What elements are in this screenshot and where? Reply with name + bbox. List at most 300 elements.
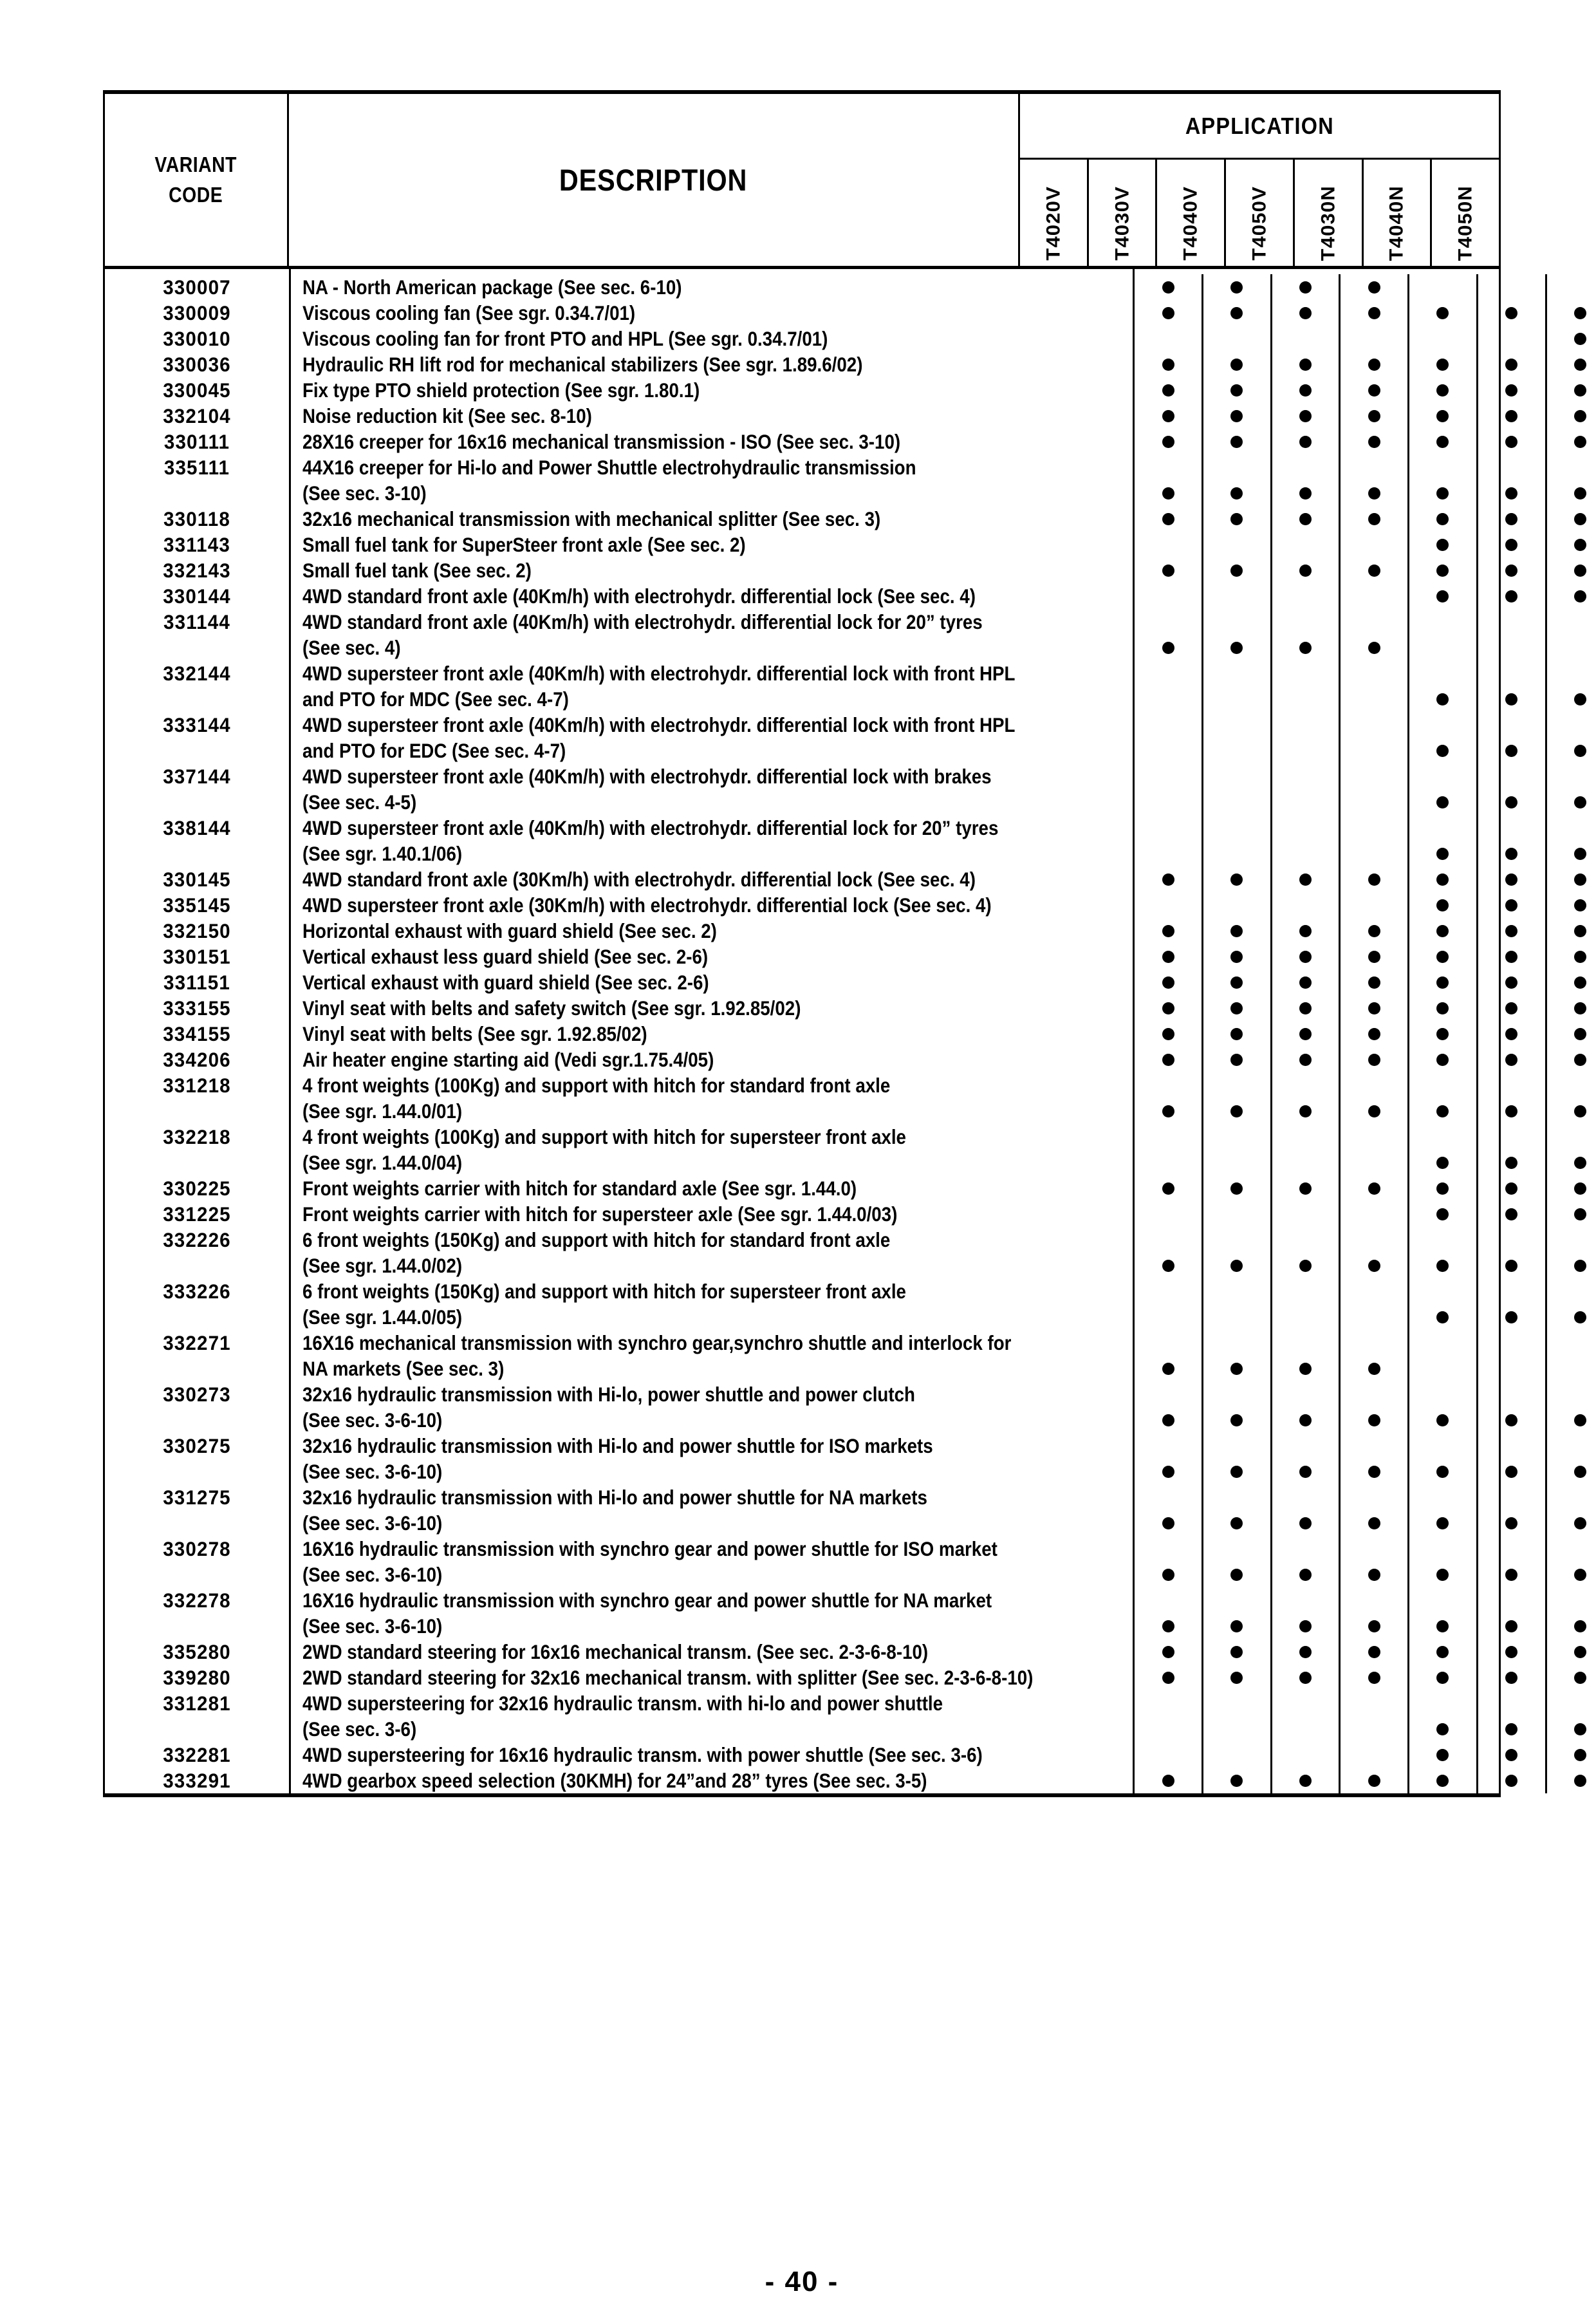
application-cell [1341, 1536, 1407, 1562]
availability-dot-icon [1574, 1311, 1586, 1323]
application-cell [1547, 1072, 1596, 1098]
availability-dot-icon [1436, 1620, 1449, 1632]
availability-dot-icon [1299, 1569, 1312, 1581]
application-cell [1272, 1278, 1339, 1304]
availability-dot-icon [1368, 565, 1380, 577]
description-line [302, 480, 1133, 506]
variant-code: 333226 [163, 1280, 231, 1303]
application-cell [1203, 789, 1270, 815]
application-cell [1409, 1562, 1476, 1587]
availability-dot-icon [1505, 1414, 1517, 1426]
application-cell [1341, 326, 1407, 351]
application-cell [1135, 1562, 1202, 1587]
availability-dot-icon [1299, 281, 1312, 294]
application-cell [1341, 1433, 1407, 1459]
variant-code-spacer [111, 1150, 284, 1175]
application-cell [1135, 351, 1202, 377]
application-cell [1135, 1587, 1202, 1613]
application-cell [1203, 1613, 1270, 1639]
description-line [302, 1716, 1133, 1742]
application-cell [1135, 1536, 1202, 1562]
application-column-t4040v [1272, 274, 1341, 1793]
application-cell [1203, 609, 1270, 635]
application-cell [1203, 1021, 1270, 1047]
description-text: Front weights carrier with hitch for standard axle (See sgr. 1.44.0) [302, 1177, 857, 1200]
variant-code: 339280 [163, 1666, 231, 1689]
application-cell [1272, 609, 1339, 635]
description-text: 16X16 hydraulic transmission with synchro gear and power shuttle for ISO market [302, 1537, 998, 1560]
application-cell [1341, 686, 1407, 712]
availability-dot-icon [1368, 384, 1380, 397]
application-cell [1547, 969, 1596, 995]
application-cell [1341, 1124, 1407, 1150]
description-line [302, 1484, 1133, 1510]
description-line [302, 1381, 1133, 1407]
application-cell [1135, 1278, 1202, 1304]
description-text: 28X16 creeper for 16x16 mechanical transmission - ISO (See sec. 3-10) [302, 430, 901, 453]
application-cell [1547, 1665, 1596, 1690]
availability-dot-icon [1574, 513, 1586, 525]
availability-dot-icon [1505, 848, 1517, 860]
description-line [302, 377, 1133, 403]
availability-dot-icon [1436, 951, 1449, 963]
availability-dot-icon [1436, 590, 1449, 603]
description-line [302, 532, 1133, 557]
application-cell [1272, 686, 1339, 712]
application-cell [1135, 583, 1202, 609]
application-cell [1409, 1201, 1476, 1227]
availability-dot-icon [1162, 487, 1174, 500]
availability-dot-icon [1505, 1311, 1517, 1323]
description-text: 4WD supersteer front axle (40Km/h) with electrohydr. differential lock with front HPL [302, 713, 1016, 736]
application-cell [1409, 815, 1476, 841]
variant-code-spacer [111, 1253, 284, 1278]
application-cell [1272, 403, 1339, 429]
availability-dot-icon [1299, 1363, 1312, 1375]
application-cell [1341, 1768, 1407, 1793]
description-text: 32x16 hydraulic transmission with Hi-lo, power shuttle and power clutch [302, 1383, 915, 1406]
application-cell [1203, 1072, 1270, 1098]
application-cell [1203, 1124, 1270, 1150]
page-footer [103, 2266, 1501, 2298]
availability-dot-icon [1436, 1749, 1449, 1761]
application-cell [1272, 1253, 1339, 1278]
application-cell [1341, 274, 1407, 300]
application-cell [1547, 1047, 1596, 1072]
application-cell [1203, 1227, 1270, 1253]
variant-code: 330045 [163, 378, 231, 402]
application-cell [1272, 454, 1339, 480]
description-line [302, 326, 1133, 351]
application-cell [1478, 1150, 1545, 1175]
description-line [302, 918, 1133, 944]
variant-code: 332104 [163, 404, 231, 427]
description-text: Noise reduction kit (See sec. 8-10) [302, 404, 592, 427]
application-cell [1409, 274, 1476, 300]
availability-dot-icon [1368, 410, 1380, 422]
application-cell [1478, 1124, 1545, 1150]
application-cell [1272, 892, 1339, 918]
application-cell [1203, 1201, 1270, 1227]
application-cell [1478, 506, 1545, 532]
application-cell [1478, 454, 1545, 480]
application-cell [1341, 789, 1407, 815]
availability-dot-icon [1436, 1002, 1449, 1014]
application-cell [1341, 995, 1407, 1021]
application-cell [1478, 1484, 1545, 1510]
availability-dot-icon [1368, 951, 1380, 963]
availability-dot-icon [1505, 1749, 1517, 1761]
description-line [302, 506, 1133, 532]
availability-dot-icon [1505, 899, 1517, 911]
application-cell [1547, 1639, 1596, 1665]
variant-code: 335280 [163, 1640, 231, 1663]
availability-dot-icon [1299, 1646, 1312, 1658]
application-cell [1203, 738, 1270, 763]
description-line [302, 1227, 1133, 1253]
availability-dot-icon [1574, 1260, 1586, 1272]
description-line [302, 1613, 1133, 1639]
availability-dot-icon [1162, 384, 1174, 397]
availability-dot-icon [1574, 925, 1586, 937]
availability-dot-icon [1574, 1028, 1586, 1040]
table-header [103, 90, 1501, 269]
availability-dot-icon [1230, 513, 1243, 525]
application-cell [1135, 763, 1202, 789]
application-cell [1547, 429, 1596, 454]
availability-dot-icon [1574, 487, 1586, 500]
application-cell [1547, 686, 1596, 712]
availability-dot-icon [1230, 359, 1243, 371]
application-cell [1409, 351, 1476, 377]
application-cell [1203, 480, 1270, 506]
column-descriptions [289, 269, 1135, 1793]
application-cell [1341, 1150, 1407, 1175]
availability-dot-icon [1505, 693, 1517, 705]
application-cell [1547, 660, 1596, 686]
application-cell [1547, 351, 1596, 377]
application-cell [1547, 1536, 1596, 1562]
description-line [302, 1330, 1133, 1356]
application-cell [1478, 841, 1545, 866]
availability-dot-icon [1162, 1775, 1174, 1787]
application-cell [1547, 454, 1596, 480]
application-cell [1547, 1098, 1596, 1124]
application-cell [1478, 918, 1545, 944]
availability-dot-icon [1230, 281, 1243, 294]
description-text: and PTO for MDC (See sec. 4-7) [302, 687, 569, 711]
application-cell [1272, 815, 1339, 841]
application-cell [1135, 1227, 1202, 1253]
availability-dot-icon [1505, 1028, 1517, 1040]
availability-dot-icon [1368, 1466, 1380, 1478]
header-description [289, 94, 1020, 266]
description-line [302, 403, 1133, 429]
description-text: Vinyl seat with belts (See sgr. 1.92.85/02) [302, 1022, 647, 1045]
availability-dot-icon [1230, 384, 1243, 397]
description-text: (See sgr. 1.44.0/04) [302, 1151, 463, 1174]
application-cell [1547, 377, 1596, 403]
description-line [302, 969, 1133, 995]
availability-dot-icon [1230, 1517, 1243, 1529]
availability-dot-icon [1162, 1182, 1174, 1195]
availability-dot-icon [1230, 1672, 1243, 1684]
application-cell [1478, 1227, 1545, 1253]
application-column-t4040n [1478, 274, 1547, 1793]
variant-code: 334206 [163, 1048, 231, 1071]
application-cell [1135, 557, 1202, 583]
availability-dot-icon [1436, 1646, 1449, 1658]
application-cell [1409, 1510, 1476, 1536]
availability-dot-icon [1299, 436, 1312, 448]
application-cell [1203, 1716, 1270, 1742]
description-line [302, 712, 1133, 738]
variant-code: 337144 [163, 765, 231, 788]
availability-dot-icon [1162, 359, 1174, 371]
application-cell [1272, 1587, 1339, 1613]
availability-dot-icon [1505, 359, 1517, 371]
application-cell [1409, 1021, 1476, 1047]
application-cell [1341, 609, 1407, 635]
variant-code: 330275 [163, 1434, 231, 1457]
availability-dot-icon [1368, 1105, 1380, 1117]
column-header-label: T4050V [1248, 186, 1270, 261]
availability-dot-icon [1574, 1208, 1586, 1220]
column-header-t4040v [1157, 160, 1226, 266]
application-cell [1135, 377, 1202, 403]
availability-dot-icon [1436, 307, 1449, 319]
availability-dot-icon [1230, 642, 1243, 654]
application-cell [1478, 326, 1545, 351]
application-cell [1547, 763, 1596, 789]
availability-dot-icon [1162, 281, 1174, 294]
description-text: 2WD standard steering for 32x16 mechanical transm. with splitter (See sec. 2-3-6-8-10) [302, 1666, 1034, 1689]
application-cell [1135, 892, 1202, 918]
variant-code: 330151 [163, 945, 231, 968]
application-cell [1135, 1175, 1202, 1201]
availability-dot-icon [1574, 1723, 1586, 1735]
description-text: (See sec. 3-6-10) [302, 1408, 443, 1432]
description-line [302, 1304, 1133, 1330]
application-cell [1547, 1587, 1596, 1613]
description-text: (See sec. 3-6-10) [302, 1563, 443, 1586]
application-cell [1135, 1381, 1202, 1407]
availability-dot-icon [1574, 1672, 1586, 1684]
availability-dot-icon [1299, 1672, 1312, 1684]
description-line [302, 1201, 1133, 1227]
header-model-columns [1020, 160, 1499, 266]
application-cell [1203, 1407, 1270, 1433]
availability-dot-icon [1230, 1182, 1243, 1195]
application-cell [1409, 1536, 1476, 1562]
application-column-t4020v [1135, 274, 1203, 1793]
application-cell [1409, 635, 1476, 660]
availability-dot-icon [1368, 1414, 1380, 1426]
application-cell [1547, 1407, 1596, 1433]
availability-dot-icon [1230, 565, 1243, 577]
description-line [302, 1665, 1133, 1690]
availability-dot-icon [1505, 1672, 1517, 1684]
application-cell [1341, 635, 1407, 660]
availability-dot-icon [1436, 848, 1449, 860]
application-cell [1272, 1613, 1339, 1639]
application-cell [1547, 892, 1596, 918]
column-header-label: T4020V [1042, 186, 1064, 261]
availability-dot-icon [1436, 565, 1449, 577]
application-cell [1341, 429, 1407, 454]
availability-dot-icon [1299, 1466, 1312, 1478]
application-cell [1478, 969, 1545, 995]
application-cell [1272, 1510, 1339, 1536]
description-line [302, 1175, 1133, 1201]
application-cell [1203, 1742, 1270, 1768]
availability-dot-icon [1230, 1002, 1243, 1014]
page-number: - 40 - [765, 2266, 839, 2297]
application-cell [1409, 892, 1476, 918]
availability-dot-icon [1505, 1646, 1517, 1658]
description-text: 16X16 hydraulic transmission with synchro gear and power shuttle for NA market [302, 1589, 992, 1612]
application-cell [1478, 1407, 1545, 1433]
variant-code-spacer [111, 1304, 284, 1330]
application-cell [1547, 841, 1596, 866]
application-cell [1272, 1742, 1339, 1768]
availability-dot-icon [1299, 1620, 1312, 1632]
availability-dot-icon [1436, 1775, 1449, 1787]
availability-dot-icon [1299, 976, 1312, 989]
availability-dot-icon [1299, 384, 1312, 397]
application-cell [1135, 1253, 1202, 1278]
description-text: Small fuel tank for SuperSteer front axle (See sec. 2) [302, 533, 746, 556]
application-cell [1341, 1021, 1407, 1047]
application-cell [1341, 1459, 1407, 1484]
application-cell [1135, 1356, 1202, 1381]
availability-dot-icon [1230, 925, 1243, 937]
availability-dot-icon [1574, 1002, 1586, 1014]
variant-code: 331275 [163, 1486, 231, 1509]
application-cell [1409, 300, 1476, 326]
variant-code: 330278 [163, 1537, 231, 1560]
application-cell [1203, 1690, 1270, 1716]
application-cell [1409, 1587, 1476, 1613]
application-cell [1272, 918, 1339, 944]
variant-code: 330225 [163, 1177, 231, 1200]
availability-dot-icon [1162, 307, 1174, 319]
availability-dot-icon [1436, 873, 1449, 886]
availability-dot-icon [1574, 1414, 1586, 1426]
header-application [1020, 94, 1499, 266]
application-cell [1135, 866, 1202, 892]
application-cell [1409, 326, 1476, 351]
availability-dot-icon [1299, 359, 1312, 371]
application-column-t4050n [1547, 274, 1596, 1793]
description-line [302, 866, 1133, 892]
availability-dot-icon [1299, 487, 1312, 500]
description-text: Viscous cooling fan for front PTO and HPL (See sgr. 0.34.7/01) [302, 327, 828, 350]
variant-code: 335145 [163, 893, 231, 917]
application-cell [1409, 1175, 1476, 1201]
availability-dot-icon [1368, 281, 1380, 294]
variant-code: 330145 [163, 868, 231, 891]
availability-dot-icon [1230, 1775, 1243, 1787]
availability-dot-icon [1505, 384, 1517, 397]
description-line [302, 274, 1133, 300]
availability-dot-icon [1574, 410, 1586, 422]
availability-dot-icon [1230, 1569, 1243, 1581]
description-line [302, 1021, 1133, 1047]
application-cell [1341, 1613, 1407, 1639]
application-cell [1272, 1330, 1339, 1356]
application-cell [1547, 1356, 1596, 1381]
application-cell [1547, 815, 1596, 841]
application-cell [1272, 841, 1339, 866]
application-cell [1478, 1356, 1545, 1381]
application-cell [1341, 1690, 1407, 1716]
application-cell [1409, 557, 1476, 583]
variant-code: 334155 [163, 1022, 231, 1045]
application-cell [1203, 892, 1270, 918]
availability-dot-icon [1505, 513, 1517, 525]
application-cell [1135, 274, 1202, 300]
application-cell [1547, 712, 1596, 738]
availability-dot-icon [1574, 745, 1586, 757]
description-text: 32x16 hydraulic transmission with Hi-lo and power shuttle for ISO markets [302, 1434, 933, 1457]
description-text: 16X16 mechanical transmission with synchro gear,synchro shuttle and interlock for [302, 1331, 1012, 1354]
application-cell [1478, 274, 1545, 300]
application-cell [1272, 1356, 1339, 1381]
application-cell [1203, 995, 1270, 1021]
application-cell [1341, 892, 1407, 918]
application-cell [1341, 660, 1407, 686]
application-cell [1272, 326, 1339, 351]
application-cell [1272, 866, 1339, 892]
availability-dot-icon [1162, 925, 1174, 937]
header-variant-line1: VARIANT [154, 152, 237, 176]
application-cell [1203, 712, 1270, 738]
variant-code: 330111 [163, 430, 230, 453]
application-cell [1135, 789, 1202, 815]
availability-dot-icon [1162, 410, 1174, 422]
application-cell [1547, 1227, 1596, 1253]
availability-dot-icon [1436, 1105, 1449, 1117]
application-cell [1547, 403, 1596, 429]
application-cell [1547, 1381, 1596, 1407]
description-text: (See sgr. 1.44.0/05) [302, 1305, 463, 1329]
application-cell [1409, 1150, 1476, 1175]
description-line [302, 1768, 1133, 1793]
application-cell [1341, 1330, 1407, 1356]
description-text: 4WD supersteer front axle (40Km/h) with electrohydr. differential lock for 20” tyres [302, 816, 999, 839]
column-header-label: T4040N [1386, 185, 1407, 261]
availability-dot-icon [1368, 307, 1380, 319]
description-text: 32x16 hydraulic transmission with Hi-lo and power shuttle for NA markets [302, 1486, 927, 1509]
application-cell [1203, 1304, 1270, 1330]
description-text: (See sgr. 1.40.1/06) [302, 842, 463, 865]
availability-dot-icon [1436, 899, 1449, 911]
application-cell [1272, 1381, 1339, 1407]
application-cell [1478, 1665, 1545, 1690]
description-line [302, 1098, 1133, 1124]
application-cell [1409, 403, 1476, 429]
description-text: NA markets (See sec. 3) [302, 1357, 505, 1380]
availability-dot-icon [1368, 1517, 1380, 1529]
description-line [302, 635, 1133, 660]
application-cell [1478, 1330, 1545, 1356]
application-cell [1272, 789, 1339, 815]
application-cell [1547, 274, 1596, 300]
description-text: 4 front weights (100Kg) and support with hitch for standard front axle [302, 1074, 891, 1097]
application-cell [1135, 326, 1202, 351]
application-cell [1478, 1201, 1545, 1227]
